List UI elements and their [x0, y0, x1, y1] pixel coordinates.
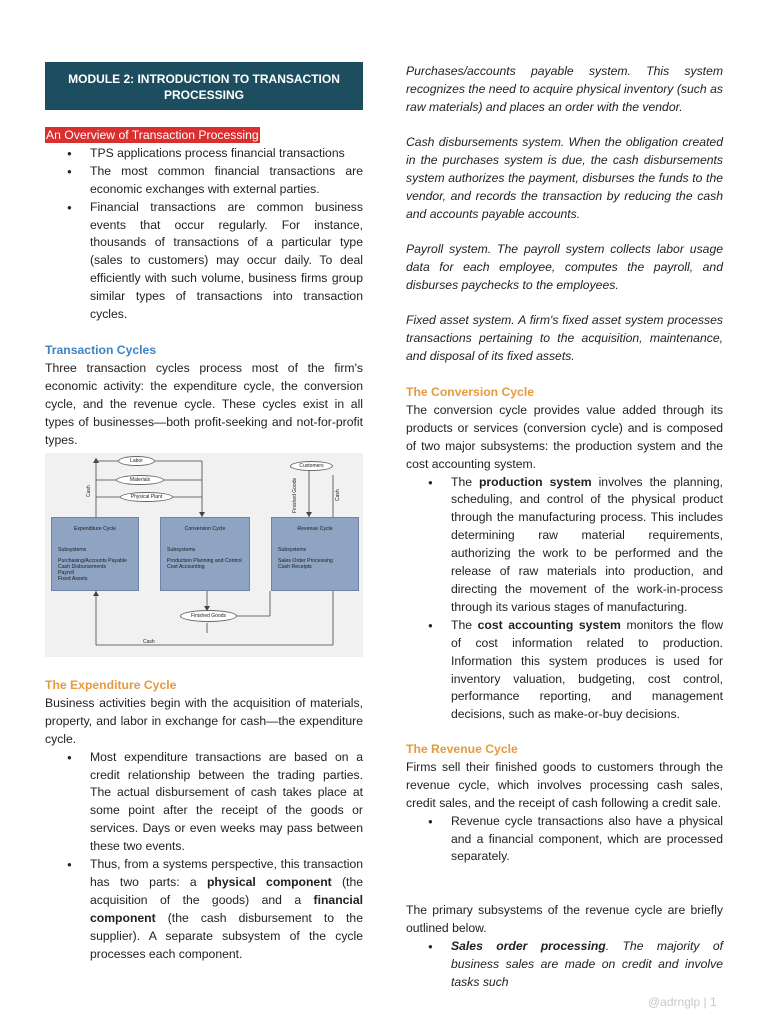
cycles-body: Three transaction cycles process most of the firm's economic activity: the expenditure cycle, the conversion cycle, and the revenue cycle. These cycles exist in all types of businesses—both profit-seeking and not-for-profit types. — [45, 360, 363, 447]
text-run: Thus, from a systems perspective, this transaction has two parts: a — [90, 857, 363, 889]
box-subtitle: Subsystems — [58, 547, 87, 553]
module-title-line1: MODULE 2: INTRODUCTION TO TRANSACTION — [68, 72, 340, 86]
physical-plant-oval: Physical Plant — [120, 492, 173, 502]
cash-right-label: Cash — [335, 489, 341, 501]
text-run: The — [451, 474, 479, 489]
list-item: ● Financial transactions are common business events that occur regularly. For instance, thousands of transactions of a particular type (sales to customers) may occur daily. To deal efficiently with such volume, business firms group similar types of transactions into transaction cycles. — [45, 199, 363, 324]
purchases-system-para: Purchases/accounts payable system. This system recognizes the need to acquire physical inventory (such as raw materials) and places an order with the vendor. — [406, 64, 723, 114]
text-run: (the cash disbursement to the supplier). A separate subsystem of the cycle processes each component. — [90, 910, 363, 961]
primary-subsystems-para: The primary subsystems of the revenue cycle are briefly outlined below. — [406, 903, 723, 935]
bold-text-run: financial component — [90, 892, 363, 925]
finished-goods-oval: Finished Goods — [180, 610, 237, 622]
module-title-line2: PROCESSING — [163, 88, 244, 102]
text-run: (the acquisition of the goods) and a — [90, 874, 363, 907]
conversion-body: The conversion cycle provides value added through its products or services (conversion cycle) and is composed of two major subsystems: the production system and the cost accounting system. — [406, 402, 723, 471]
text-run: The — [451, 617, 478, 632]
box-line: Payroll — [58, 570, 74, 576]
box-line: Sales Order Processing — [278, 558, 333, 564]
box-title: Conversion Cycle — [184, 526, 226, 532]
list-item — [406, 474, 723, 617]
box-line: Cash Disbursements — [58, 564, 107, 570]
payroll-system-para: Payroll system. The payroll system collects labor usage data for each employee, computes the payroll, and disburses paychecks to the employees. — [406, 242, 723, 292]
customers-oval: Customers — [290, 461, 333, 471]
cash-left-label: Cash — [86, 485, 92, 497]
bold-text-run: cost accounting system — [477, 617, 621, 632]
text-run: monitors the flow of cost information related to production. Information this system produces is used for inventory valuation, budgeting, cost control, performance reporting, and management decisions, such as make-or-buy decisions. — [451, 617, 724, 722]
cash-disbursements-para: Cash disbursements system. When the obligation created in the purchases system is due, the cash disbursements system authorizes the payment, disburses the funds to the vendor, and records the transaction by reducing the cash and accounts payable accounts. — [406, 135, 723, 221]
expenditure-heading: The Expenditure Cycle — [45, 678, 177, 692]
overview-heading: An Overview of Transaction Processing — [46, 128, 259, 142]
cash-bottom-label: Cash — [143, 639, 155, 645]
revenue-bullets — [406, 813, 723, 867]
expenditure-body: Business activities begin with the acquisition of materials, property, and labor in exchange for cash—the expenditure cycle. — [45, 695, 363, 746]
conversion-section — [406, 384, 723, 724]
conversion-cycle-box — [160, 517, 250, 591]
materials-oval: Materials — [116, 475, 164, 485]
bold-text-run: physical component — [206, 874, 332, 889]
box-title: Revenue Cycle — [297, 526, 333, 532]
list-item — [406, 938, 723, 992]
list-item: ● Most expenditure transactions are based on a credit relationship between the trading parties. The actual disbursement of cash takes place at some point after the receipt of the goods or services. Days or even weeks may pass between these two events. — [45, 749, 363, 856]
box-title: Expenditure Cycle — [73, 526, 117, 532]
cycles-heading: Transaction Cycles — [45, 343, 157, 357]
module-title-banner — [45, 62, 363, 110]
revenue-section — [406, 741, 723, 866]
bold-text-run: production system — [478, 474, 592, 489]
list-item: ● The most common financial transactions are economic exchanges with external parties. — [45, 163, 363, 199]
list-item — [45, 856, 363, 963]
expenditure-cycle-box — [51, 517, 139, 591]
box-line: Fixed Assets — [58, 576, 88, 582]
text-run: involves the planning, scheduling, and control of the physical product through the manufacturing process. This includes determining raw material requirements, authorizing the work to be performed and the release of raw materials into production, and directing the movement of the work-in-process through its various stages of manufacturing. — [451, 474, 723, 614]
page-footer: @adrnglp | 1 — [648, 995, 717, 1009]
revenue-body: Firms sell their finished goods to customers through the revenue cycle, which involves processing cash sales, credit sales, and the receipt of cash following a credit sale. — [406, 759, 723, 810]
list-item — [406, 617, 723, 724]
transaction-cycles-diagram — [45, 453, 363, 657]
labor-oval: Labor — [118, 456, 155, 466]
box-subtitle: Subsystems — [167, 547, 196, 553]
expenditure-bullets — [45, 749, 363, 964]
fixed-asset-para: Fixed asset system. A firm's fixed asset system processes transactions pertaining to the acquisition, maintenance, and disposal of its fixed assets. — [406, 313, 723, 363]
revenue-heading: The Revenue Cycle — [406, 742, 518, 756]
overview-section — [45, 127, 363, 324]
box-line: Cash Receipts — [278, 564, 312, 570]
bold-text-run: Sales order processing — [451, 939, 606, 953]
conversion-bullets — [406, 474, 723, 725]
expenditure-section — [45, 677, 363, 964]
box-line: Purchasing/Accounts Payable — [58, 558, 127, 564]
revenue-subsystem-bullets — [406, 938, 723, 992]
box-line: Cost Accounting — [167, 564, 205, 570]
revenue-cycle-box — [271, 517, 359, 591]
list-item: ● Revenue cycle transactions also have a physical and a financial component, which are processed separately. — [406, 813, 723, 867]
text-run: . The majority of business sales are made on credit and involve tasks such — [451, 939, 724, 989]
box-subtitle: Subsystems — [278, 547, 307, 553]
list-item: ● TPS applications process financial transactions — [45, 145, 363, 163]
finished-goods-vertical-label: Finished Goods — [292, 477, 298, 513]
box-line: Production Planning and Control — [167, 558, 242, 564]
conversion-heading: The Conversion Cycle — [406, 385, 535, 399]
cycles-section — [45, 342, 363, 449]
overview-bullets — [45, 145, 363, 324]
